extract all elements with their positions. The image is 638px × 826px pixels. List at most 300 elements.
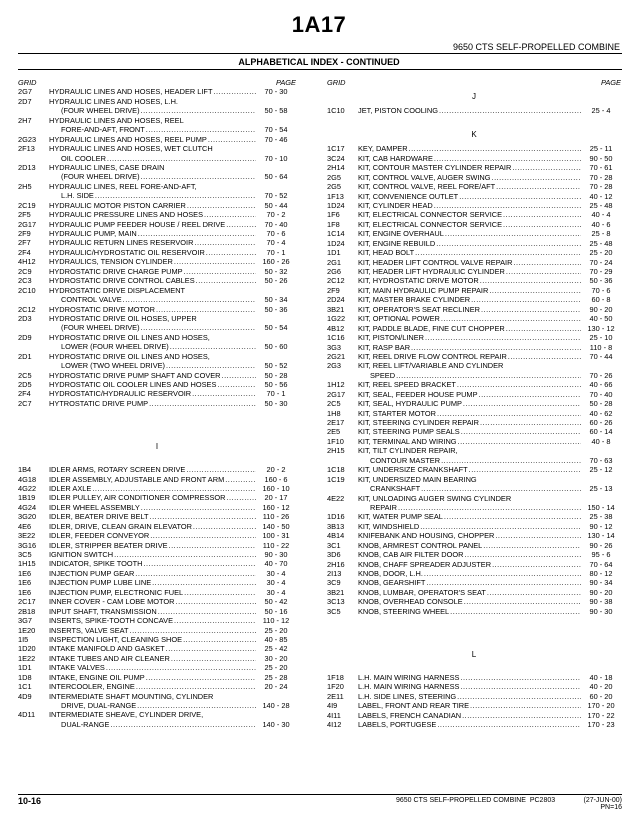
- dot-leader: [433, 201, 581, 210]
- grid-header: GRID: [327, 78, 346, 87]
- index-entry: [18, 352, 296, 361]
- blank-spacer: [18, 408, 296, 417]
- entry-title: KIT, CONVENIENCE OUTLET: [358, 191, 459, 201]
- index-entry: [18, 465, 296, 474]
- grid-ref: 2G5: [327, 182, 341, 192]
- index-entry: [327, 324, 621, 333]
- page-header: PAGE: [276, 78, 296, 87]
- entry-title: CONTOUR MASTER: [370, 455, 441, 465]
- dot-leader: [169, 342, 256, 351]
- index-entry: [18, 201, 296, 210]
- index-entry: [327, 673, 621, 682]
- page-ref: 25 - 20: [589, 248, 613, 258]
- page-ref: 70 - 24: [589, 257, 613, 267]
- dot-leader: [488, 286, 581, 295]
- index-entry: [18, 692, 296, 701]
- index-entry: [327, 711, 621, 720]
- page-ref: 140 - 50: [262, 521, 290, 531]
- page-ref: 90 - 20: [589, 304, 613, 314]
- page-ref: 110 - 12: [262, 616, 290, 626]
- index-entry: [18, 493, 296, 502]
- page-ref: 70 - 1: [266, 247, 286, 257]
- index-entry: [18, 238, 296, 247]
- index-entry: [18, 484, 296, 493]
- grid-ref: 1F20: [327, 682, 344, 692]
- page-ref: 70 - 6: [591, 285, 611, 295]
- dot-leader: [491, 560, 581, 569]
- index-entry: [18, 135, 296, 144]
- page-ref: 50 - 26: [264, 276, 288, 286]
- dot-leader: [186, 201, 256, 210]
- grid-ref: 3E22: [18, 531, 36, 541]
- page-ref: 30 - 4: [266, 587, 286, 597]
- index-entry: [327, 512, 621, 521]
- grid-ref: 1E22: [18, 653, 36, 663]
- index-entry: [327, 692, 621, 701]
- entry-title: IDLER, FEEDER CONVEYOR: [49, 531, 150, 541]
- index-entry: [327, 163, 621, 172]
- blank-spacer: [18, 456, 296, 465]
- dot-leader: [212, 87, 256, 96]
- dot-leader: [505, 324, 581, 333]
- page-ref: 25 - 38: [589, 512, 613, 522]
- dot-leader: [191, 389, 256, 398]
- grid-ref: 4E6: [18, 521, 32, 531]
- page-ref: 60 - 14: [589, 427, 613, 437]
- index-entry: [18, 380, 296, 389]
- index-entry: [327, 286, 621, 295]
- dot-leader: [225, 220, 256, 229]
- entry-title: L.H. MAIN WIRING HARNESS: [358, 672, 460, 682]
- page-ref: [256, 333, 296, 342]
- index-entry: [327, 267, 621, 276]
- page-ref: 90 - 34: [589, 578, 613, 588]
- page-ref: 50 - 28: [264, 370, 288, 380]
- grid-ref: 4D11: [18, 710, 36, 720]
- index-entry: [327, 192, 621, 201]
- entry-title: HYDRAULIC LINES AND HOSES, HEADER LIFT: [49, 87, 213, 97]
- entry-title: LOWER (FOUR WHEEL DRIVE): [61, 342, 169, 352]
- page-ref: 50 - 60: [264, 342, 288, 352]
- page-ref: [256, 692, 296, 701]
- grid-ref: 2G17: [18, 219, 37, 229]
- entry-title: KIT, ENGINE OVERHAUL: [358, 229, 444, 239]
- left-index-column: [18, 78, 296, 729]
- grid-ref: 1F13: [327, 191, 344, 201]
- blank-spacer: [327, 664, 621, 673]
- entry-title: HYDROSTATIC DRIVE OIL LINES AND HOSES,: [49, 332, 210, 342]
- entry-title: HYDRAULIC MOTOR PISTON CARRIER: [49, 200, 186, 210]
- dot-leader: [456, 692, 581, 701]
- grid-ref: 1E20: [18, 625, 36, 635]
- index-entry: [18, 597, 296, 606]
- dot-leader: [183, 267, 256, 276]
- page-ref: [256, 182, 296, 191]
- grid-ref: 2F9: [327, 285, 340, 295]
- page-ref: 70 - 28: [589, 182, 613, 192]
- grid-ref: 4I11: [327, 710, 341, 720]
- index-entry: [327, 720, 621, 729]
- entry-title: KIT, UNDERSIZED MAIN BEARING: [358, 474, 477, 484]
- page-ref: 30 - 20: [264, 653, 288, 663]
- dot-leader: [463, 550, 581, 559]
- page-ref: 90 - 30: [589, 606, 613, 616]
- dot-leader: [460, 427, 581, 436]
- grid-ref: 2C7: [18, 398, 32, 408]
- index-entry: [327, 399, 621, 408]
- entry-title: HYDRAULIC/HYDROSTATIC OIL RESERVOIR: [49, 247, 205, 257]
- grid-ref: 4G24: [18, 502, 37, 512]
- index-entry: [327, 276, 621, 285]
- index-entry: [327, 352, 621, 361]
- entry-title: HYDROSTATIC DRIVE PUMP SHAFT AND COVER: [49, 370, 221, 380]
- dot-leader: [424, 333, 581, 342]
- index-entry: [18, 191, 296, 200]
- entry-title: HYDROSTATIC DRIVE OIL LINES AND HOSES,: [49, 351, 210, 361]
- index-entry: [327, 201, 621, 210]
- grid-ref: [18, 154, 49, 163]
- grid-ref: [327, 456, 358, 465]
- index-entry: [18, 541, 296, 550]
- dot-leader: [207, 135, 256, 144]
- dot-leader: [94, 191, 256, 200]
- index-entry: [18, 286, 296, 295]
- index-entry: [18, 154, 296, 163]
- dot-leader: [129, 626, 256, 635]
- left-index-rows: [18, 87, 296, 729]
- page-header: PAGE: [601, 78, 621, 87]
- dot-leader: [157, 607, 256, 616]
- page-ref: 40 - 66: [589, 380, 613, 390]
- index-entry: [327, 588, 621, 597]
- page-ref: 70 - 40: [264, 219, 288, 229]
- entry-title: KIT, CONTROL VALVE, AUGER SWING: [358, 172, 491, 182]
- page-ref: 70 - 61: [589, 163, 613, 173]
- grid-ref: [18, 295, 49, 304]
- index-entry: [327, 531, 621, 540]
- page-ref: 70 - 29: [589, 267, 613, 276]
- page-ref: [581, 475, 621, 484]
- entry-title: IDLER, BEATER DRIVE BELT: [49, 512, 149, 522]
- grid-ref: [18, 342, 49, 351]
- dot-leader: [423, 569, 581, 578]
- entry-title: INSERTS, SPIKE-TOOTH CONCAVE: [49, 616, 174, 626]
- grid-ref: 1H8: [327, 408, 341, 418]
- index-entry: [18, 87, 296, 96]
- dot-leader: [225, 493, 256, 502]
- grid-ref: 2D5: [18, 380, 32, 389]
- entry-title: KIT, UNLOADING AUGER SWING CYLINDER: [358, 493, 512, 503]
- entry-title: KIT, WINDSHIELD: [358, 521, 420, 531]
- grid-ref: 2C5: [327, 399, 341, 409]
- index-entry: [18, 578, 296, 587]
- section-letter: K: [471, 130, 477, 140]
- page-ref: 25 - 11: [589, 144, 613, 154]
- page-ref: 70 - 26: [589, 370, 613, 380]
- page-ref: 50 - 28: [589, 399, 613, 409]
- index-entry: [18, 182, 296, 191]
- index-entry: [327, 437, 621, 446]
- page-ref: 25 - 28: [264, 672, 288, 682]
- dot-leader: [470, 295, 581, 304]
- page-ref: 130 - 14: [587, 531, 615, 541]
- index-entry: [18, 248, 296, 257]
- page-ref: 20 - 2: [266, 465, 286, 475]
- entry-title: JET, PISTON COOLING: [358, 106, 438, 116]
- index-entry: [327, 456, 621, 465]
- dot-leader: [478, 390, 581, 399]
- page-ref: 160 - 6: [264, 474, 288, 484]
- page-ref: 110 - 26: [262, 512, 290, 522]
- page-ref: 160 - 12: [262, 502, 290, 512]
- grid-ref: 2D13: [18, 162, 36, 172]
- index-entry: [18, 342, 296, 351]
- grid-ref: 2D24: [327, 295, 345, 305]
- index-entry: [327, 409, 621, 418]
- dot-leader: [136, 701, 256, 710]
- grid-ref: 1C17: [327, 144, 345, 154]
- dot-leader: [486, 588, 581, 597]
- grid-ref: 2C9: [18, 266, 32, 276]
- grid-ref: 2D9: [18, 332, 32, 342]
- entry-title: KNOB, GEARSHIFT: [358, 578, 426, 588]
- entry-title: INTAKE VALVES: [49, 663, 105, 673]
- entry-title: KIT, TILT CYLINDER REPAIR,: [358, 446, 458, 456]
- blank-spacer: [18, 427, 296, 436]
- index-entry: [18, 626, 296, 635]
- index-entry: [327, 484, 621, 493]
- grid-ref: 1C18: [327, 465, 345, 475]
- index-entry: [18, 295, 296, 304]
- index-entry: [18, 588, 296, 597]
- page-ref: [256, 352, 296, 361]
- dot-leader: [221, 371, 256, 380]
- index-entry: [18, 305, 296, 314]
- grid-ref: 4G18: [18, 474, 37, 484]
- grid-ref: 2G1: [327, 257, 341, 267]
- grid-ref: 2C17: [18, 597, 36, 607]
- page-ref: 70 - 1: [266, 389, 286, 399]
- page-ref: 40 - 8: [591, 436, 611, 446]
- page-ref: 50 - 34: [264, 295, 288, 305]
- index-entry: [18, 682, 296, 691]
- entry-title: HYDROSTATIC DRIVE CHARGE PUMP: [49, 266, 183, 276]
- index-entry: [327, 333, 621, 342]
- right-column-header: [327, 78, 621, 87]
- entry-title: KIT, CONTOUR MASTER CYLINDER REPAIR: [358, 163, 512, 173]
- page-ref: 90 - 50: [589, 153, 613, 163]
- dot-leader: [449, 607, 581, 616]
- index-entry: [327, 597, 621, 606]
- page-ref: 110 - 22: [262, 540, 290, 550]
- dot-leader: [182, 635, 256, 644]
- footer-page-number: 10-16: [18, 796, 42, 806]
- page-ref: 130 - 12: [587, 323, 615, 333]
- grid-ref: 3C5: [327, 606, 341, 616]
- index-entry: [327, 607, 621, 616]
- grid-ref: 3C13: [327, 597, 345, 607]
- index-entry: [18, 673, 296, 682]
- index-entry: [327, 305, 621, 314]
- page-ref: [581, 494, 621, 503]
- dot-leader: [433, 154, 581, 163]
- entry-title: KNOB, STEERING WHEEL: [358, 606, 450, 616]
- grid-ref: 2C5: [18, 370, 32, 380]
- grid-ref: 2E5: [327, 427, 341, 437]
- section-letter: L: [471, 649, 477, 659]
- index-entry: [18, 229, 296, 238]
- index-entry: [18, 116, 296, 125]
- entry-title: KIT, REEL DRIVE FLOW CONTROL REPAIR: [358, 351, 507, 361]
- grid-ref: 3C5: [18, 550, 32, 559]
- entry-title: KIT, REEL LIFT/VARIABLE AND CYLINDER: [358, 361, 504, 371]
- page-ref: 70 - 30: [264, 87, 288, 97]
- index-entry: [18, 522, 296, 531]
- dot-leader: [463, 597, 581, 606]
- page-ref: 25 - 4: [591, 106, 611, 116]
- grid-ref: [327, 371, 358, 380]
- entry-title: HYDROSTATIC DRIVE CONTROL CABLES: [49, 276, 195, 286]
- blank-spacer: [327, 626, 621, 635]
- footer-machine-name: 9650 CTS SELF-PROPELLED COMBINE: [396, 797, 526, 804]
- page-ref: 160 - 26: [262, 257, 290, 267]
- entry-title: KIT, REEL SPEED BRACKET: [358, 380, 456, 390]
- entry-title: KIT, OPERATOR'S SEAT RECLINER: [358, 304, 481, 314]
- blank-spacer: [327, 616, 621, 625]
- grid-ref: 4B14: [327, 531, 345, 541]
- page-ref: [256, 314, 296, 323]
- index-entry: [327, 343, 621, 352]
- grid-ref: 2E17: [327, 418, 345, 427]
- index-entry: [327, 380, 621, 389]
- page-ref: 70 - 44: [589, 351, 613, 361]
- dot-leader: [137, 229, 256, 238]
- dot-leader: [134, 569, 256, 578]
- grid-ref: 3C24: [327, 153, 345, 163]
- index-entry: [18, 97, 296, 106]
- page-ref: 100 - 31: [262, 531, 290, 541]
- top-rule: [18, 53, 622, 54]
- page-ref: 170 - 23: [587, 720, 615, 730]
- index-entry: [18, 267, 296, 276]
- index-entry: [327, 427, 621, 436]
- index-entry: [327, 503, 621, 512]
- page-ref: 30 - 4: [266, 568, 286, 578]
- dot-leader: [462, 399, 581, 408]
- grid-ref: 3G3: [327, 342, 341, 352]
- grid-ref: 1C1: [18, 682, 32, 692]
- index-entry: [327, 182, 621, 191]
- grid-ref: 3B21: [327, 304, 345, 314]
- page-ref: 140 - 30: [262, 719, 290, 729]
- grid-ref: 2B18: [18, 606, 36, 616]
- page-ref: [256, 116, 296, 125]
- page-ref: 70 - 54: [264, 125, 288, 135]
- index-entry: [18, 220, 296, 229]
- entry-title: (FOUR WHEEL DRIVE): [61, 106, 140, 116]
- index-entry: [18, 210, 296, 219]
- dot-leader: [173, 616, 256, 625]
- entry-title: L.H. MAIN WIRING HARNESS: [358, 682, 460, 692]
- index-entry: [327, 314, 621, 323]
- dot-leader: [216, 380, 256, 389]
- dot-leader: [165, 361, 256, 370]
- dot-leader: [397, 503, 581, 512]
- page-ref: 70 - 52: [264, 191, 288, 201]
- dot-leader: [440, 314, 581, 323]
- grid-ref: [18, 172, 49, 181]
- dot-leader: [491, 173, 581, 182]
- page-ref: 80 - 12: [589, 569, 613, 578]
- dot-leader: [205, 248, 256, 257]
- page-ref: 60 - 20: [589, 691, 613, 701]
- grid-ref: 2G21: [327, 351, 346, 361]
- grid-ref: 2C19: [18, 200, 36, 210]
- grid-ref: 2H15: [327, 446, 345, 456]
- grid-ref: 2C10: [18, 285, 36, 295]
- entry-title: KIT, STEERING PUMP SEALS: [358, 427, 460, 437]
- grid-ref: 2H7: [18, 115, 32, 125]
- grid-ref: 2H16: [327, 559, 345, 569]
- page-ref: [256, 286, 296, 295]
- page-ref: 50 - 58: [264, 106, 288, 116]
- entry-title: HYDROSTATIC OIL COOLER LINES AND HOSES: [49, 380, 217, 389]
- grid-ref: 3C9: [327, 578, 341, 588]
- dot-leader: [440, 456, 581, 465]
- index-entry: [327, 258, 621, 267]
- index-entry: [18, 559, 296, 568]
- footer-pn: PN=16: [600, 804, 622, 811]
- dot-leader: [91, 484, 256, 493]
- grid-ref: 2F13: [18, 144, 35, 154]
- index-entry: [327, 239, 621, 248]
- dot-leader: [468, 465, 581, 474]
- blank-spacer: [327, 635, 621, 644]
- dot-leader: [149, 531, 256, 540]
- grid-ref: 3C1: [327, 540, 341, 550]
- grid-ref: 2G7: [18, 87, 32, 97]
- page-ref: 40 - 70: [264, 559, 288, 569]
- grid-ref: 3B13: [327, 521, 345, 531]
- entry-title: KNOB, LUMBAR, OPERATOR'S SEAT: [358, 587, 486, 597]
- index-entry: [327, 701, 621, 710]
- page-ref: 70 - 6: [266, 229, 286, 238]
- grid-ref: 2H5: [18, 181, 32, 191]
- entry-title: KIT, CAB HARDWARE: [358, 153, 433, 163]
- entry-title: HYDRAULIC LINES AND HOSES, REEL PUMP: [49, 134, 207, 144]
- grid-ref: [18, 701, 49, 710]
- entry-title: HYDRAULIC LINES, CASE DRAIN: [49, 162, 165, 172]
- dot-leader: [502, 220, 581, 229]
- index-entry: [327, 371, 621, 380]
- grid-ref: 1B19: [18, 493, 36, 503]
- entry-title: KEY, DAMPER: [358, 144, 408, 154]
- page-ref: 25 - 20: [264, 625, 288, 635]
- entry-title: KNIFEBANK AND HOUSING, CHOPPER: [358, 531, 495, 541]
- index-entry: [18, 569, 296, 578]
- dot-leader: [436, 409, 581, 418]
- index-entry: [18, 654, 296, 663]
- page-ref: 25 - 48: [589, 238, 613, 248]
- dot-leader: [511, 163, 581, 172]
- dot-leader: [140, 503, 256, 512]
- dot-leader: [494, 531, 581, 540]
- page-ref: 70 - 46: [264, 134, 288, 144]
- entry-title: CRANKSHAFT: [370, 484, 421, 494]
- page-ref: 70 - 63: [589, 455, 613, 465]
- index-entry: [327, 361, 621, 370]
- dot-leader: [479, 276, 581, 285]
